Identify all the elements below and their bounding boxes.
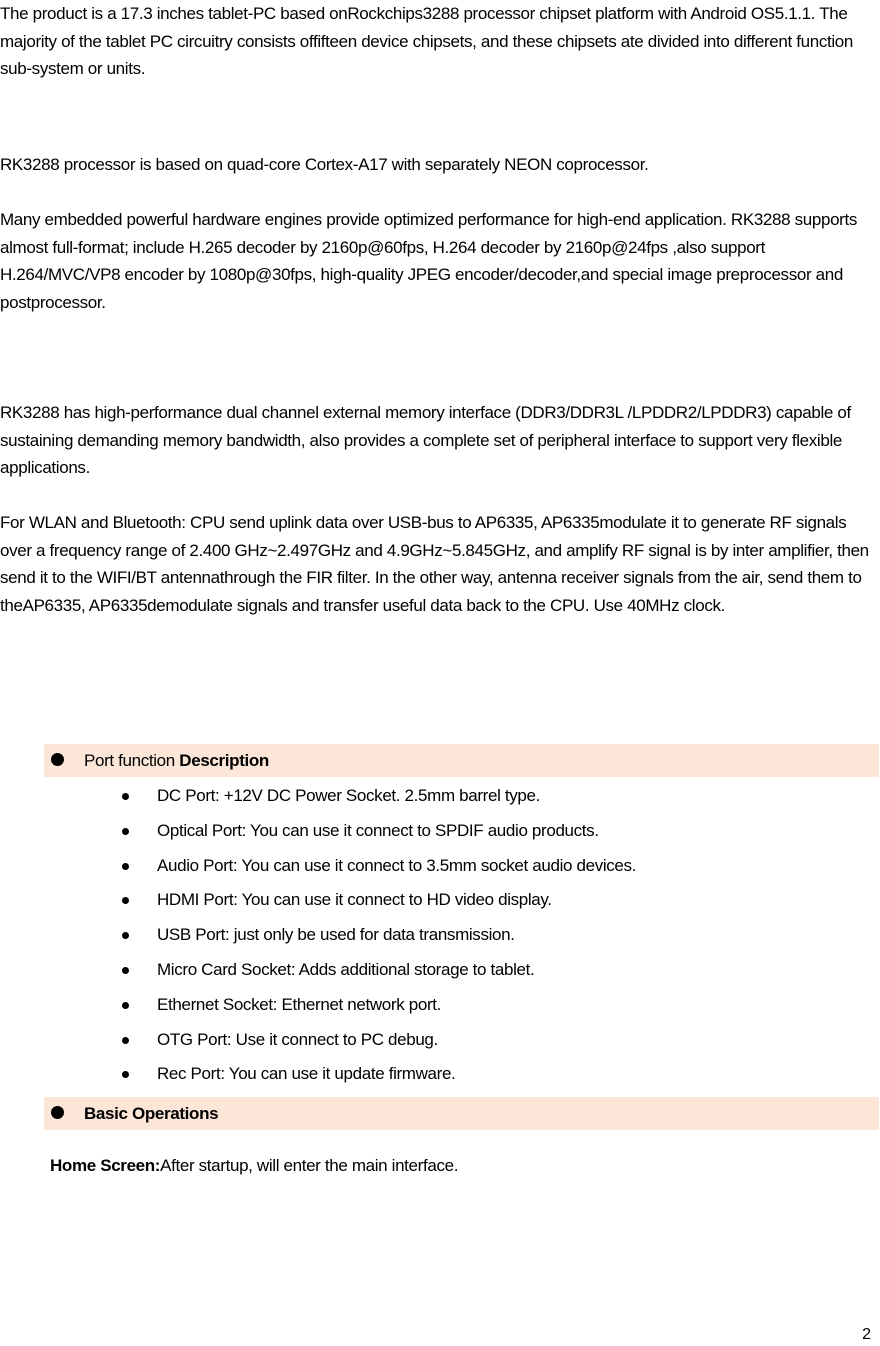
bullet-icon [122,793,129,800]
home-screen-line [50,1151,458,1181]
list-item-label: OTG Port: Use it connect to PC debug. [157,1029,438,1049]
list-item [0,849,880,884]
list-item-label: USB Port: just only be used for data transmission. [157,925,515,945]
home-screen-label: Home Screen: [50,1156,161,1175]
list-item [0,988,880,1023]
port-function-heading [44,744,879,777]
paragraph-wlan-bluetooth: For WLAN and Bluetooth: CPU send uplink data over USB-bus to AP6335, AP6335modulate it to generate RF signals over a frequency range of 2.400 GHz~2.497GHz and 4.9GHz~5.845GHz, and amplify RF signal is by inter amplifier, then send it to the WIFI/BT antennathrough the FIR filter. In the other way, antenna receiver signals from the air, send them to theAP6335, AP6335demodulate signals and transfer useful data back to the CPU. Use 40MHz clock. [0,513,869,615]
basic-operations-heading-text [84,1100,218,1127]
heading-plain-text: Port function [84,751,180,770]
list-item-label: Audio Port: You can use it connect to 3.5mm socket audio devices. [157,855,637,875]
list-item-label: Micro Card Socket: Adds additional storage to tablet. [157,959,535,979]
paragraph-processor: RK3288 processor is based on quad-core Cortex-A17 with separately NEON coprocessor. [0,155,649,174]
list-item-label: Ethernet Socket: Ethernet network port. [157,994,442,1014]
bullet-icon [122,1037,129,1044]
bullet-icon [51,1106,64,1119]
paragraph-product-intro: The product is a 17.3 inches tablet-PC based onRockchips3288 processor chipset platform with Android OS5.1.1. The majority of the tablet PC circuitry consists offifteen device chipsets, and these chipsets ate divided into different function sub-system or units. [0,4,853,78]
list-item-label: HDMI Port: You can use it connect to HD video display. [157,890,552,910]
list-item-label: Rec Port: You can use it update firmware. [157,1064,456,1084]
bullet-icon [122,863,129,870]
heading-bold-text: Description [179,751,269,770]
list-item [0,1057,880,1092]
list-item-label: DC Port: +12V DC Power Socket. 2.5mm barrel type. [157,786,540,805]
list-item [0,953,880,988]
list-item [0,1023,880,1058]
bullet-icon [122,932,129,939]
bullet-icon [122,1002,129,1009]
home-screen-text: After startup, will enter the main interface. [160,1156,459,1175]
bullet-icon [122,897,129,904]
list-item-label: Optical Port: You can use it connect to SPDIF audio products. [157,820,599,840]
basic-operations-heading [44,1097,879,1130]
paragraph-hardware-engines: Many embedded powerful hardware engines provide optimized performance for high-end application. RK3288 supports almost full-format; include H.265 decoder by 2160p@60fps, H.264 decoder by 2160p@24fps ,also support H.264/MVC/VP8 encoder by 1080p@30fps, high-quality JPEG encoder/decoder,and special image preprocessor and postprocessor. [0,210,858,312]
port-function-heading-text [84,747,269,774]
bullet-icon [122,967,129,974]
list-item [0,779,880,814]
port-list [0,779,880,1092]
bullet-icon [122,1071,129,1078]
paragraph-memory-interface: RK3288 has high-performance dual channel external memory interface (DDR3/DDR3L /LPDDR2/LPDDR3) capable of sustaining demanding memory bandwidth, also provides a complete set of peripheral interface to support very flexible applications. [0,403,851,477]
list-item [0,883,880,918]
bullet-icon [51,753,64,766]
list-item [0,918,880,953]
page-number: 2 [862,1326,871,1343]
heading-bold-text: Basic Operations [84,1104,219,1123]
list-item [0,814,880,849]
bullet-icon [122,828,129,835]
